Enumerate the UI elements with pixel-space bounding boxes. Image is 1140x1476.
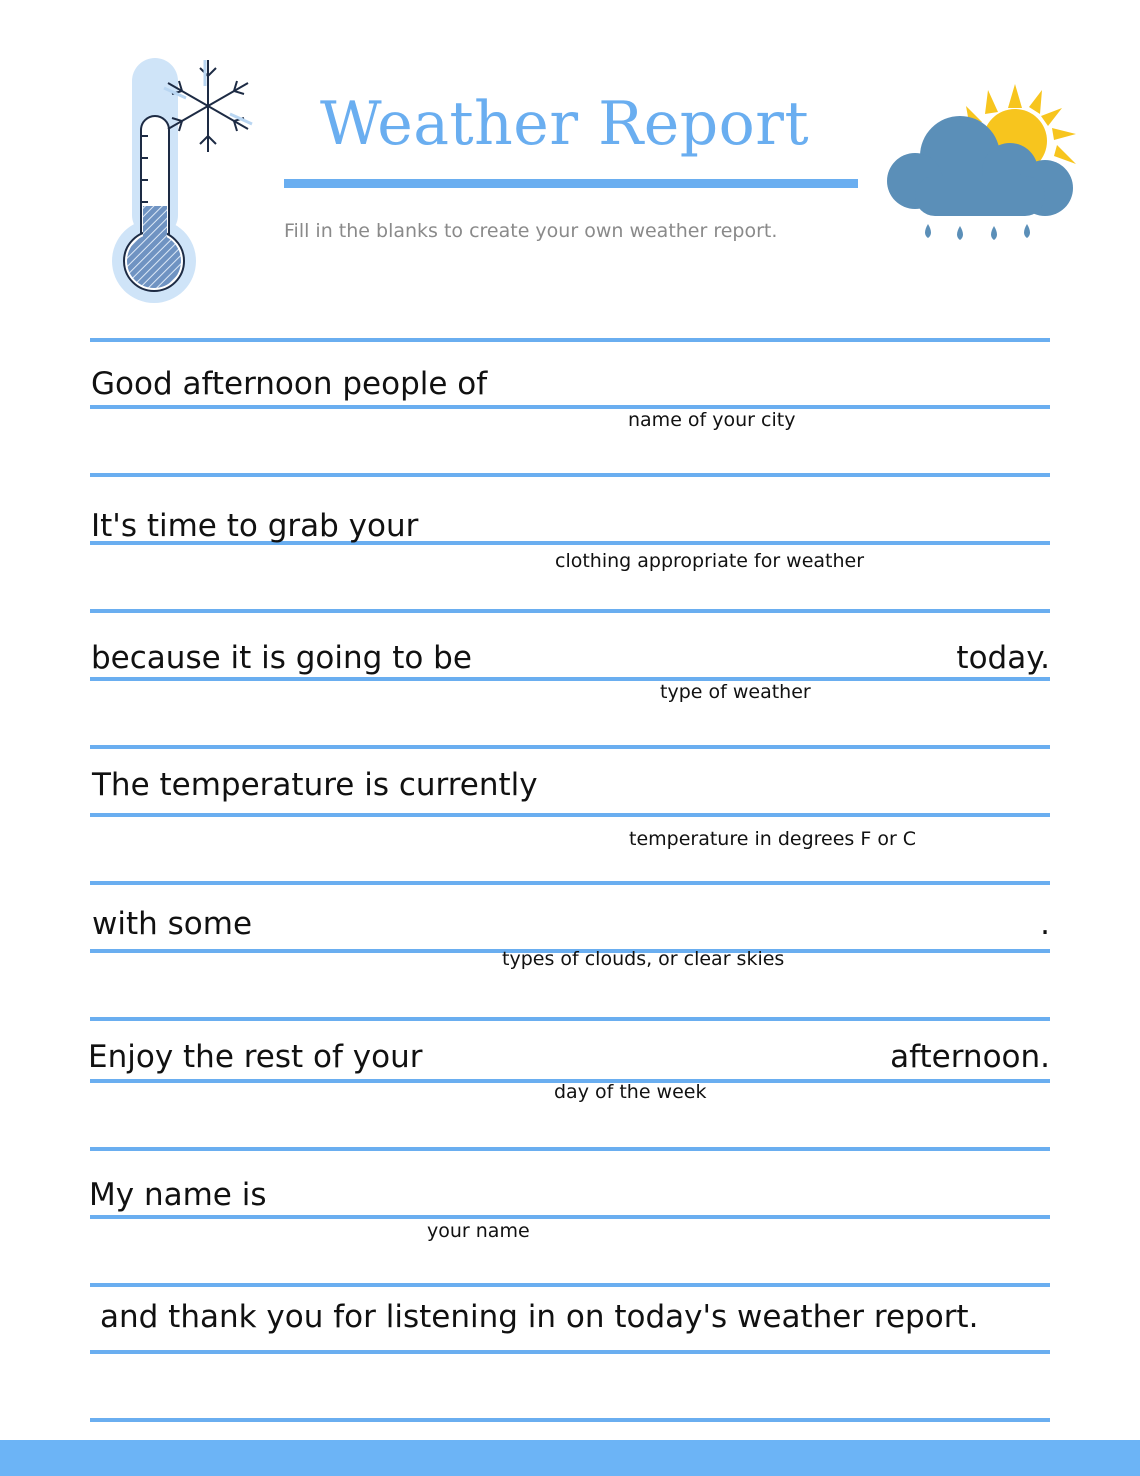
rule-line xyxy=(90,881,1050,885)
rule-line xyxy=(90,1147,1050,1151)
title-underline xyxy=(284,179,858,188)
line-3-text: because it is going to be xyxy=(91,640,472,676)
rule-line xyxy=(90,1350,1050,1354)
line-3-end: today. xyxy=(956,640,1050,676)
line-2-text: It's time to grab your xyxy=(91,508,419,544)
rule-line xyxy=(90,405,1050,409)
line-1-text: Good afternoon people of xyxy=(91,366,488,402)
rule-line xyxy=(90,473,1050,477)
line-5-text: with some xyxy=(92,906,253,942)
line-6-end: afternoon. xyxy=(890,1039,1050,1075)
thermometer-icon xyxy=(108,56,268,306)
page-subtitle: Fill in the blanks to create your own weather report. xyxy=(284,220,778,242)
line-4-text: The temperature is currently xyxy=(92,767,538,803)
rule-line xyxy=(90,609,1050,613)
footer-band xyxy=(0,1440,1140,1476)
line-7-text: My name is xyxy=(89,1177,267,1213)
rule-line xyxy=(90,338,1050,342)
line-5-end: . xyxy=(1040,906,1050,942)
rule-line xyxy=(90,1283,1050,1287)
rule-line xyxy=(90,745,1050,749)
line-7-hint: your name xyxy=(427,1220,530,1242)
line-5-hint: types of clouds, or clear skies xyxy=(502,948,785,970)
line-4-hint: temperature in degrees F or C xyxy=(629,828,917,850)
line-3-hint: type of weather xyxy=(660,681,811,703)
line-6-hint: day of the week xyxy=(554,1081,707,1103)
rule-line xyxy=(90,1215,1050,1219)
rule-line xyxy=(90,1017,1050,1021)
cloud-sun-rain-icon xyxy=(880,76,1085,251)
line-8-text: and thank you for listening in on today's weather report. xyxy=(100,1299,979,1335)
rule-line xyxy=(90,813,1050,817)
page-title: Weather Report xyxy=(320,89,810,159)
line-6-text: Enjoy the rest of your xyxy=(88,1039,423,1075)
line-2-hint: clothing appropriate for weather xyxy=(555,550,865,572)
rule-line xyxy=(90,1418,1050,1422)
line-1-hint: name of your city xyxy=(628,409,796,431)
